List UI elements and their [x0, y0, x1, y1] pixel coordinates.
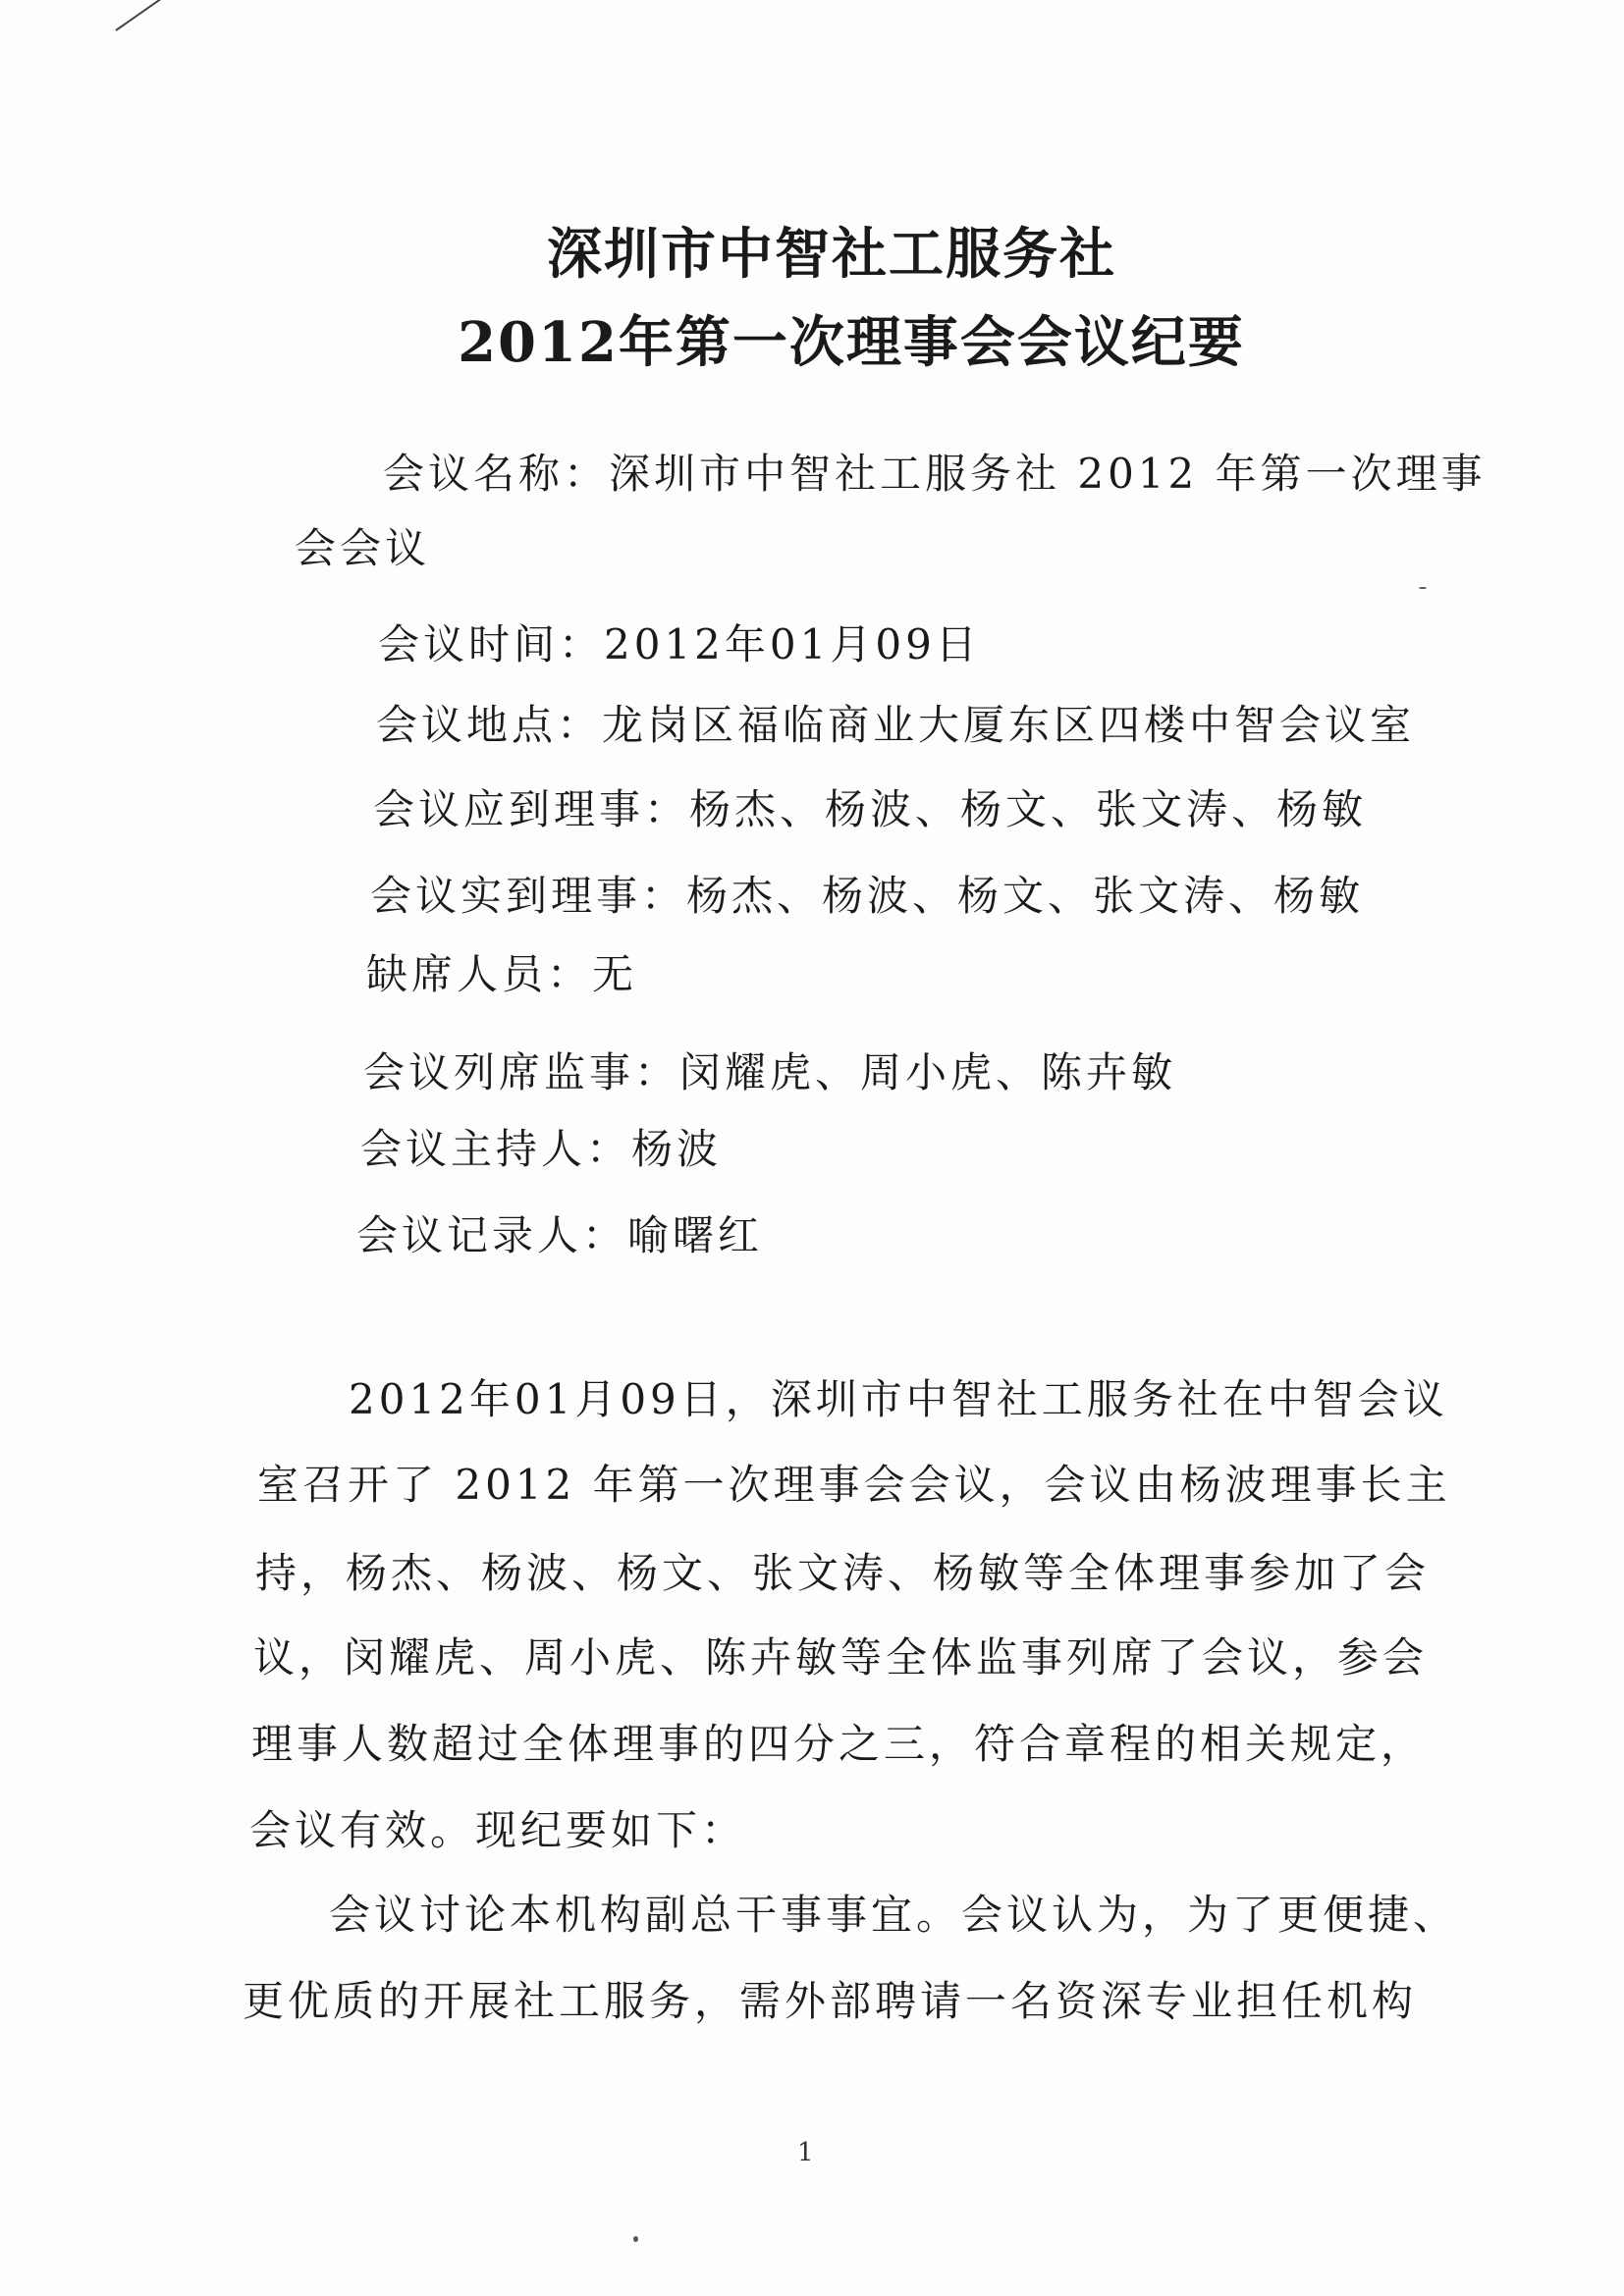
actual-directors-label: 会议实到理事： — [370, 872, 687, 920]
paragraph-2-line-1: 会议讨论本机构副总干事事宜。会议认为，为了更便捷、 — [329, 1891, 1459, 1939]
paragraph-2-line-2: 更优质的开展社工服务，需外部聘请一名资深专业担任机构 — [243, 1977, 1418, 2025]
attending-supervisors-value: 闵耀虎、周小虎、陈卉敏 — [679, 1048, 1177, 1096]
meeting-host-label: 会议主持人： — [360, 1125, 632, 1173]
paragraph-1-line-3: 持，杨杰、杨波、杨文、张文涛、杨敏等全体理事参加了会 — [255, 1549, 1431, 1597]
document-title-line2: 2012年第一次理事会会议纪要 — [458, 310, 1245, 375]
absent-members-value: 无 — [592, 950, 638, 998]
page-number: 1 — [797, 2138, 814, 2167]
expected-directors — [373, 785, 1368, 833]
meeting-recorder — [356, 1211, 764, 1259]
meeting-name-line2: 会会议 — [295, 524, 431, 572]
actual-directors — [370, 872, 1365, 920]
absent-members-label: 缺席人员： — [366, 950, 593, 998]
document-title-line1: 深圳市中智社工服务社 — [547, 222, 1116, 287]
meeting-recorder-label: 会议记录人： — [356, 1211, 628, 1259]
meeting-time-value: 2012年01月09日 — [604, 620, 981, 668]
meeting-recorder-value: 喻曙红 — [627, 1211, 764, 1259]
meeting-host — [360, 1125, 723, 1173]
scan-speck — [1419, 587, 1427, 589]
attending-supervisors-label: 会议列席监事： — [363, 1048, 680, 1096]
meeting-name-line1 — [383, 450, 1487, 498]
paragraph-1-line-4: 议，闵耀虎、周小虎、陈卉敏等全体监事列席了会议，参会 — [253, 1633, 1429, 1682]
meeting-host-value: 杨波 — [631, 1125, 723, 1173]
meeting-place — [376, 701, 1416, 749]
meeting-place-label: 会议地点： — [376, 701, 603, 749]
meeting-name-value: 深圳市中智社工服务社 2012 年第一次理事 — [609, 450, 1487, 498]
paragraph-1-line-6: 会议有效。现纪要如下： — [249, 1806, 747, 1854]
pen-mark — [115, 0, 172, 31]
paragraph-1-line-5: 理事人数超过全体理事的四分之三，符合章程的相关规定， — [251, 1720, 1427, 1768]
paragraph-1-line-2: 室召开了 2012 年第一次理事会会议，会议由杨波理事长主 — [257, 1461, 1451, 1509]
expected-directors-label: 会议应到理事： — [373, 785, 690, 833]
attending-supervisors — [363, 1048, 1177, 1096]
meeting-name-label: 会议名称： — [383, 450, 610, 498]
absent-members — [366, 950, 638, 998]
meeting-place-value: 龙岗区福临商业大厦东区四楼中智会议室 — [602, 701, 1416, 749]
meeting-time-label: 会议时间： — [378, 620, 605, 668]
paragraph-1-line-1: 2012年01月09日，深圳市中智社工服务社在中智会议 — [349, 1375, 1448, 1423]
scan-speck — [633, 2236, 638, 2242]
expected-directors-value: 杨杰、杨波、杨文、张文涛、杨敏 — [689, 785, 1368, 833]
meeting-time — [378, 620, 981, 668]
actual-directors-value: 杨杰、杨波、杨文、张文涛、杨敏 — [686, 872, 1365, 920]
